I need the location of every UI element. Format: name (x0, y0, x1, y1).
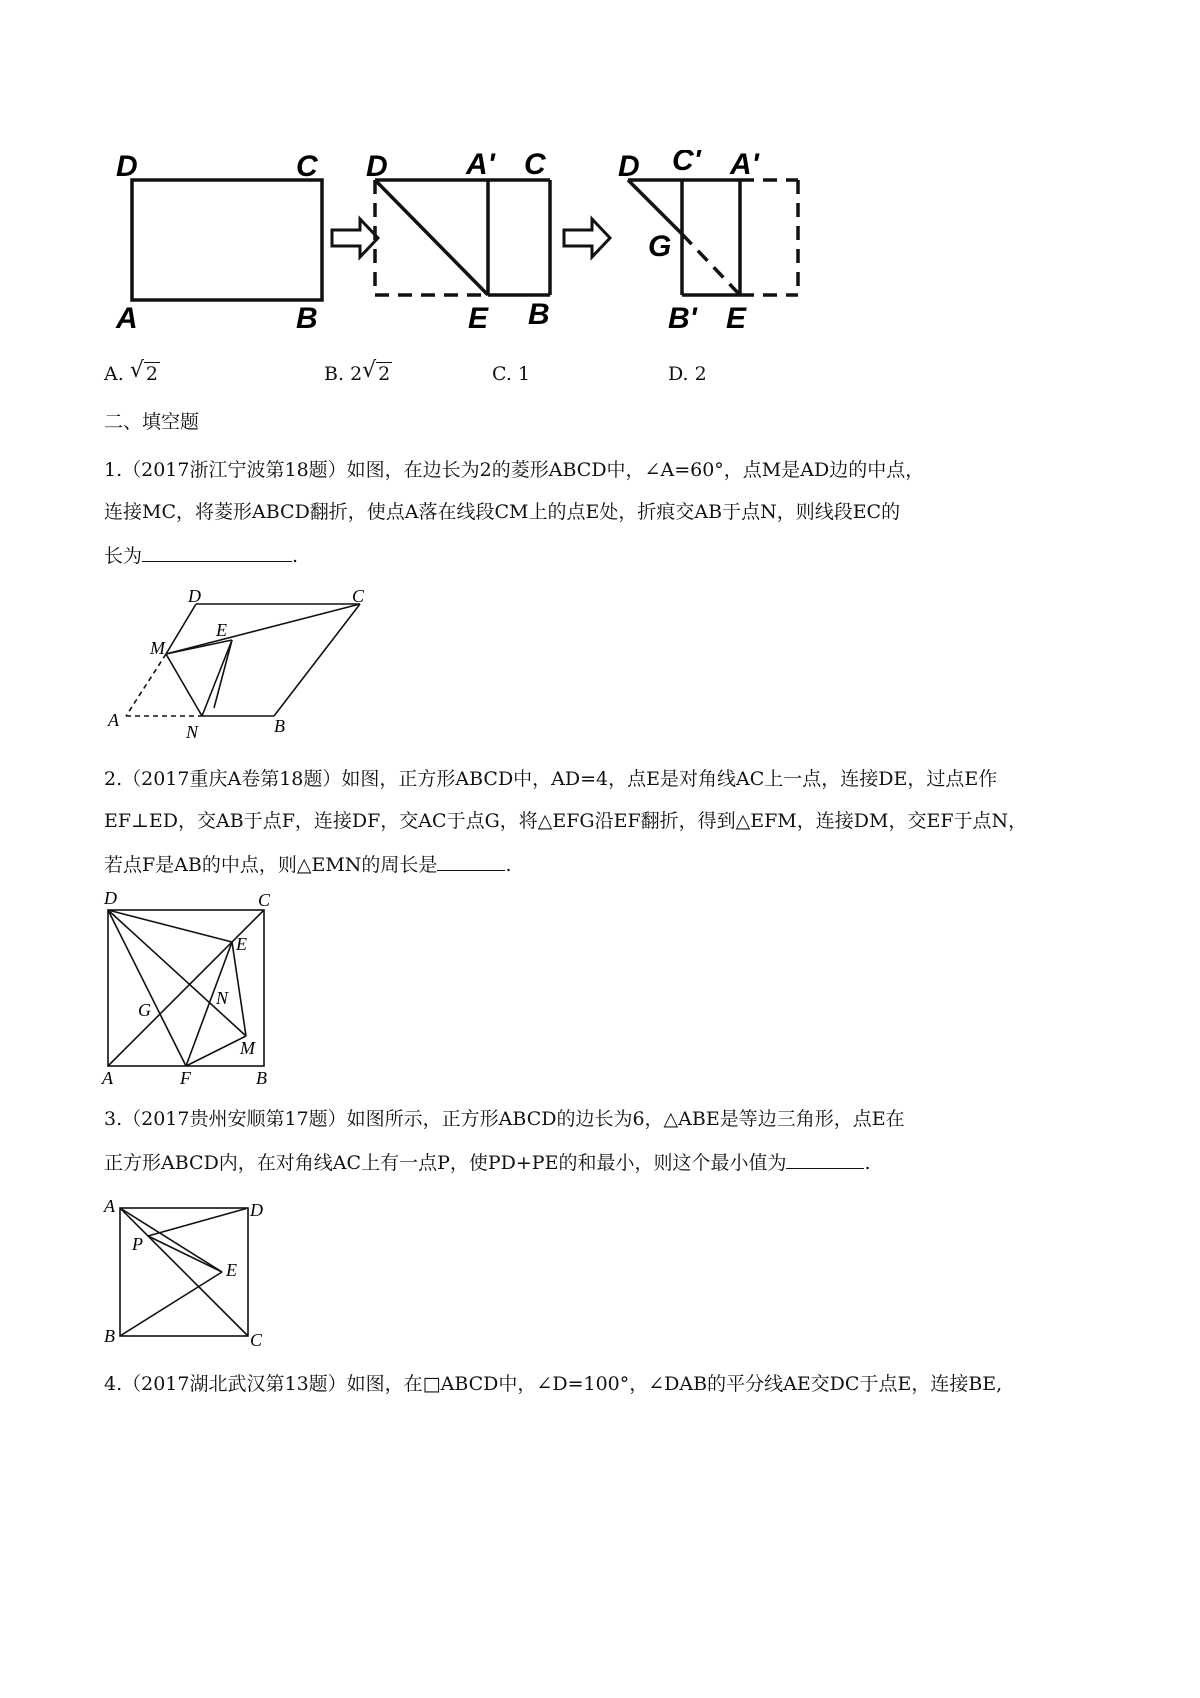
q2-label-A: A (102, 1068, 113, 1088)
q1-line1: 1.（2017浙江宁波第18题）如图，在边长为2的菱形ABCD中，∠A=60°，点M是AD边的中点， (104, 459, 925, 481)
q1-label-N: N (186, 722, 199, 742)
q3-label-C: C (250, 1330, 263, 1350)
q3-label-E: E (226, 1260, 237, 1280)
label-A-prime2: A' (466, 150, 495, 181)
q1-line3-text: 长为 (104, 545, 143, 567)
arrow-right-icon (332, 219, 378, 257)
q3-label-P: P (132, 1234, 143, 1254)
q3-line1: 3.（2017贵州安顺第17题）如图所示，正方形ABCD的边长为6，△ABE是等边三角形，点E在 (104, 1108, 905, 1130)
q4-line1: 4.（2017湖北武汉第13题）如图，在□ABCD中，∠D=100°，∠DAB的平分线AE交DC于点E，连接BE, (104, 1373, 1003, 1395)
arrow-right-icon (564, 219, 610, 257)
q3-answer-blank[interactable] (786, 1150, 864, 1169)
q1-rhombus-figure (104, 582, 384, 752)
label-D3: D (618, 150, 640, 183)
q1-end: . (292, 545, 299, 567)
label-G3: G (648, 230, 672, 263)
q2-label-D: D (104, 888, 117, 908)
option-a-label: A. (104, 363, 124, 385)
option-b (324, 362, 392, 386)
label-B-prime3: B' (668, 302, 697, 335)
q1-label-C: C (352, 586, 365, 606)
label-D2: D (366, 150, 388, 183)
q1-label-D: D (188, 586, 201, 606)
label-E3: E (726, 302, 747, 335)
q3-label-A: A (104, 1196, 115, 1216)
label-A-prime3: A' (730, 150, 759, 181)
q3-label-D: D (250, 1200, 263, 1220)
q2-line1: 2.（2017重庆A卷第18题）如图，正方形ABCD中，AD=4，点E是对角线AC上一点，连接DE，过点E作 (104, 768, 998, 790)
q1-answer-blank[interactable] (142, 543, 292, 562)
label-C2: C (524, 150, 546, 181)
q1-line3 (104, 543, 298, 568)
option-d: D. 2 (668, 363, 707, 385)
q2-label-E: E (236, 934, 247, 954)
q2-label-G: G (138, 1000, 151, 1020)
label-C-prime3: C' (672, 150, 701, 177)
section-title: 二、填空题 (104, 411, 200, 433)
rectangle-abcd (132, 180, 322, 300)
option-b-coef: 2 (350, 363, 363, 385)
q1-line2: 连接MC，将菱形ABCD翻折，使点A落在线段CM上的点E处，折痕交AB于点N，则线段EC的 (104, 501, 901, 523)
q3-end: . (864, 1152, 871, 1174)
q2-label-M: M (240, 1038, 255, 1058)
label-E2: E (468, 302, 489, 335)
q2-end: . (505, 854, 512, 876)
q3-label-B: B (104, 1326, 115, 1346)
label-B1: B (296, 302, 318, 335)
q2-line2: EF⊥ED，交AB于点F，连接DF，交AC于点G，将△EFG沿EF翻折，得到△EFM，连接DM，交EF于点N， (104, 810, 1028, 832)
q2-label-F: F (180, 1068, 191, 1088)
q2-line3-text: 若点F是AB的中点，则△EMN的周长是 (104, 854, 438, 876)
folding-figure (110, 150, 890, 350)
option-a-sqrt: √ 2 (130, 362, 160, 386)
label-D1: D (116, 150, 138, 183)
q3-square-figure (100, 1196, 280, 1356)
q2-label-N: N (216, 988, 229, 1008)
option-a (104, 362, 160, 386)
label-C1: C (296, 150, 318, 183)
q2-label-B: B (256, 1068, 267, 1088)
q3-line2-text: 正方形ABCD内，在对角线AC上有一点P，使PD+PE的和最小，则这个最小值为 (104, 1152, 787, 1174)
q2-label-C: C (258, 890, 271, 910)
option-b-label: B. (324, 363, 345, 385)
q2-answer-blank[interactable] (437, 852, 505, 871)
label-A1: A (116, 302, 138, 335)
label-B2: B (528, 298, 550, 331)
option-c: C. 1 (492, 363, 531, 385)
q3-line2 (104, 1150, 871, 1175)
q2-line3 (104, 852, 511, 877)
q1-label-M: M (150, 638, 165, 658)
option-b-sqrt: √ 2 (362, 362, 392, 386)
q1-label-E: E (216, 620, 227, 640)
q2-square-figure (100, 888, 280, 1088)
q1-label-B: B (274, 716, 285, 736)
q1-label-A: A (108, 710, 119, 730)
